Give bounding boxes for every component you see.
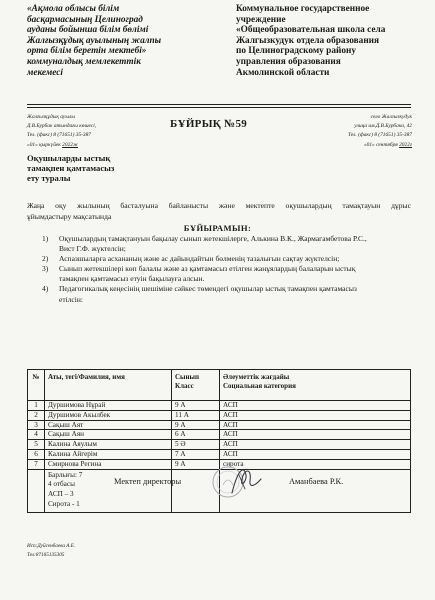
table-row	[28, 430, 411, 440]
student-name: Дуршимова Нұрай	[45, 401, 172, 411]
intro-line: ұйымдастыру мақсатында	[27, 211, 112, 221]
column-header-name: Аты, тегі/Фамилия, имя	[45, 370, 172, 401]
student-class: 9 А	[172, 401, 220, 411]
table-row	[28, 401, 411, 411]
student-name: Дуршимов Акылбек	[45, 410, 172, 420]
student-name: Калина Аяулым	[45, 440, 172, 450]
order-item-text: етілсін:	[59, 294, 83, 304]
order-heading: БҰЙЫРАМЫН:	[183, 223, 252, 233]
table-row	[28, 410, 411, 420]
summary-line: Барлығы: 7	[48, 470, 83, 479]
social-category: АСП	[220, 430, 411, 440]
row-number: 5	[28, 440, 45, 450]
order-item-text: Сынып жетекшілері көп балалы және аз қамтамасыз етілген жанұялардың балаларын ыстық	[59, 264, 356, 274]
order-item-number: 3)	[42, 264, 49, 274]
summary-cell	[45, 469, 172, 512]
student-name: Сақыш Аят	[45, 420, 172, 430]
row-number: 2	[28, 410, 45, 420]
column-header-class: Сынып Класс	[172, 370, 220, 401]
order-item-text: Оқушылардың тамақтануын бақылау сынып жетекшілерге, Алькина В.К., Жармагамбетова Р.С.,	[59, 234, 367, 243]
summary-line: АСП – 3	[48, 490, 74, 499]
header-kz-line: ауданы бойынша білім бөлімі	[27, 25, 149, 36]
social-category: АСП	[220, 401, 411, 411]
order-item-text: тамақпен қамтамасыз етуін бақылауға алсын.	[59, 274, 205, 284]
order-item	[42, 284, 412, 304]
address-line: Д.В.Бурбак атындағы көшесі,	[27, 123, 97, 130]
header-kz-line: басқармасының Целиноград	[27, 14, 143, 25]
header-ru-line: Акмолинской области	[236, 67, 330, 78]
student-name: Калина Айгерім	[45, 449, 172, 459]
executor-phone: Тел:87165135305	[27, 551, 65, 558]
summary-line: Сирота - 1	[48, 499, 80, 508]
signature-name: Аманбаева Р.К.	[289, 477, 344, 486]
order-items-list	[42, 234, 412, 305]
order-item-number: 2)	[42, 254, 49, 264]
student-class: 6 А	[172, 430, 220, 440]
student-class: 9 А	[172, 420, 220, 430]
social-category: АСП	[220, 440, 411, 450]
social-category: АСП	[220, 449, 411, 459]
order-date-kz: «01» қыркүйек 2022ж	[27, 141, 78, 148]
table-row	[28, 449, 411, 459]
address-line: Жалғызқұдық ауылы	[27, 114, 75, 120]
student-name: Смирнова Регина	[45, 459, 172, 469]
row-number: 4	[28, 430, 45, 440]
column-header-category: Әлеуметтік жағдайы Социальная категория	[220, 370, 411, 401]
header-ru-line: управления образования	[236, 56, 341, 67]
header-ru-line: учреждение	[236, 14, 286, 25]
table-row	[28, 440, 411, 450]
signature-stamp-image	[206, 459, 266, 503]
header-divider-thick	[27, 104, 411, 105]
order-item-text: Педагогикалық кеңесінің шешіміне сәйкес төмендегі оқушылар ыстық тамақпен қамтамасыз	[59, 284, 357, 294]
order-item	[42, 234, 412, 254]
social-category: сирота	[220, 459, 411, 469]
student-class: 9 А	[172, 459, 220, 469]
order-item-text: Аспазшыларға асхананың және ас дайындайтын бөлменің тазалығын сақтау жүктелсін;	[59, 254, 340, 264]
intro-paragraph	[27, 201, 411, 222]
summary-line: 4 отбасы	[48, 480, 75, 489]
header-kz-line: мекемесі	[27, 67, 63, 78]
column-header-number: №	[28, 370, 45, 401]
header-kz-line: «Ақмола облысы білім	[27, 4, 120, 14]
summary-spacer	[28, 469, 45, 512]
address-line: улица им.Д.В.Бурбака, 42	[354, 123, 412, 130]
row-number: 3	[28, 420, 45, 430]
student-class: 11 А	[172, 410, 220, 420]
row-number: 7	[28, 459, 45, 469]
student-class: 5 Ә	[172, 440, 220, 450]
header-ru-line: Жалгызкудук отдела образования	[236, 35, 380, 46]
address-kazakh	[27, 113, 147, 150]
executor-name: Исп:Дуйсенбаева А.Е.	[27, 543, 76, 549]
row-number: 1	[28, 401, 45, 411]
address-line: село Жалгызкудук	[370, 114, 412, 120]
header-ru-line: Коммунальное государственное	[236, 4, 370, 14]
table-row	[28, 420, 411, 430]
subject-line: ету туралы	[27, 173, 71, 184]
order-title: БҰЙРЫҚ №59	[170, 118, 248, 130]
header-ru-line: по Целиноградскому району	[236, 46, 356, 57]
address-russian	[296, 113, 412, 150]
student-class: 7 А	[172, 449, 220, 459]
intro-line: Жаңа оқу жылының басталуына байланысты және мектепте оқушылардың тамақтауын дұрыс	[27, 201, 411, 210]
address-line: Тел. (факс) 8 (71651) 35-387	[27, 132, 92, 139]
social-category: АСП	[220, 410, 411, 420]
subject-line: тамақпен қамтамасыз	[27, 163, 115, 174]
order-item	[42, 254, 412, 264]
student-name: Сақыш Аян	[45, 430, 172, 440]
order-item-text: Вист Г.Ф. жүктелсін;	[59, 244, 126, 254]
address-line: Тел. (факс) 8 (71651) 35-387	[347, 132, 412, 139]
header-kz-line: Жалғызқұдық ауылының жалпы	[27, 35, 162, 46]
table-header-row	[28, 370, 411, 401]
order-date-ru: «01» сентября 2022г	[363, 141, 412, 148]
social-category: АСП	[220, 420, 411, 430]
header-russian	[236, 4, 416, 78]
subject-line: Оқушыларды ыстық	[27, 153, 111, 163]
order-item	[42, 264, 412, 284]
order-subject	[27, 153, 114, 184]
order-item-number: 4)	[42, 284, 49, 294]
header-ru-line: «Общеобразовательная школа села	[236, 25, 386, 36]
header-kazakh	[27, 4, 227, 78]
header-kz-line: коммуналдық мемлекеттік	[27, 56, 141, 67]
header-kz-line: орта білім беретін мектебі»	[27, 46, 147, 57]
order-item-number: 1)	[42, 234, 49, 243]
row-number: 6	[28, 449, 45, 459]
signature-role: Мектеп директоры	[114, 477, 182, 486]
executor-footer	[27, 542, 75, 559]
header-divider-thin	[27, 107, 411, 108]
